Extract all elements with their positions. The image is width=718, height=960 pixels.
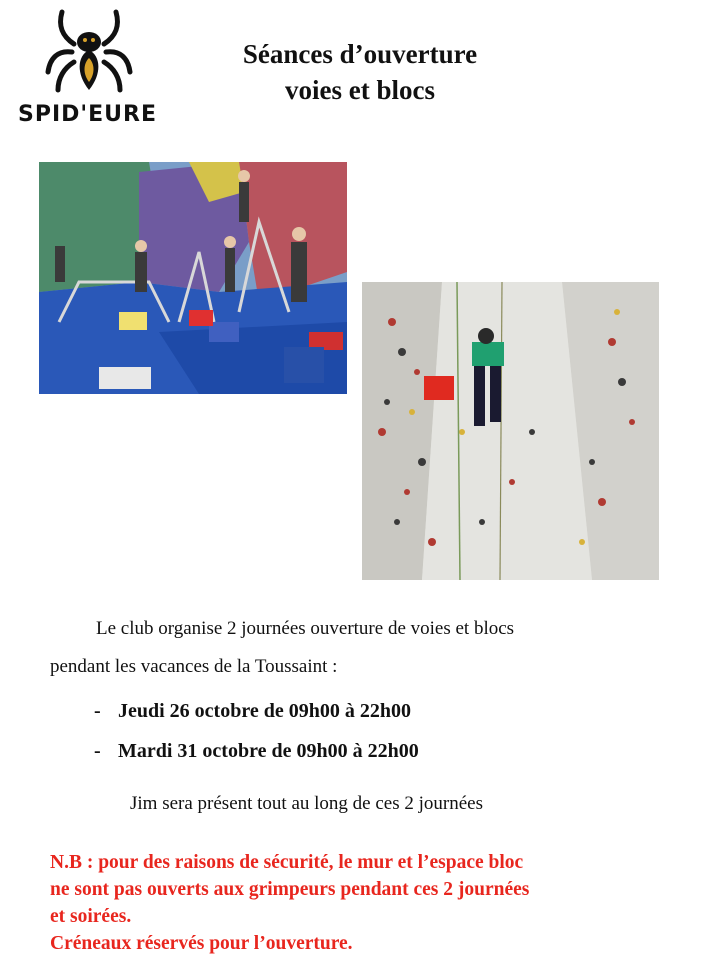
note-line-4: Créneaux réservés pour l’ouverture. — [50, 933, 353, 954]
list-item — [94, 700, 411, 723]
photo-climber-wall — [362, 282, 659, 580]
title-line-1: Séances d’ouverture — [242, 39, 478, 69]
date-thursday: Jeudi 26 octobre de 09h00 à 22h00 — [118, 700, 411, 722]
list-item — [94, 740, 419, 763]
title-line-2: voies et blocs — [285, 75, 435, 105]
club-logo — [14, 6, 166, 127]
photo-route-setters-room — [39, 162, 347, 394]
note-line-2: ne sont pas ouverts aux grimpeurs pendant ces 2 journées — [50, 879, 530, 900]
spider-icon — [44, 6, 134, 100]
bullet-dash: - — [94, 740, 101, 762]
intro-line-2: pendant les vacances de la Toussaint : — [50, 656, 338, 677]
note-line-1: N.B : pour des raisons de sécurité, le mur et l’espace bloc — [50, 852, 524, 873]
safety-note — [50, 849, 710, 957]
intro-line-1: Le club organise 2 journées ouverture de voies et blocs — [96, 618, 515, 639]
logo-text: SPID'EURE — [18, 102, 158, 127]
date-tuesday: Mardi 31 octobre de 09h00 à 22h00 — [118, 740, 419, 762]
note-line-3: et soirées. — [50, 906, 132, 927]
bullet-dash: - — [94, 700, 101, 722]
page-title — [190, 36, 530, 108]
jim-presence-line: Jim sera présent tout au long de ces 2 journées — [130, 793, 483, 814]
